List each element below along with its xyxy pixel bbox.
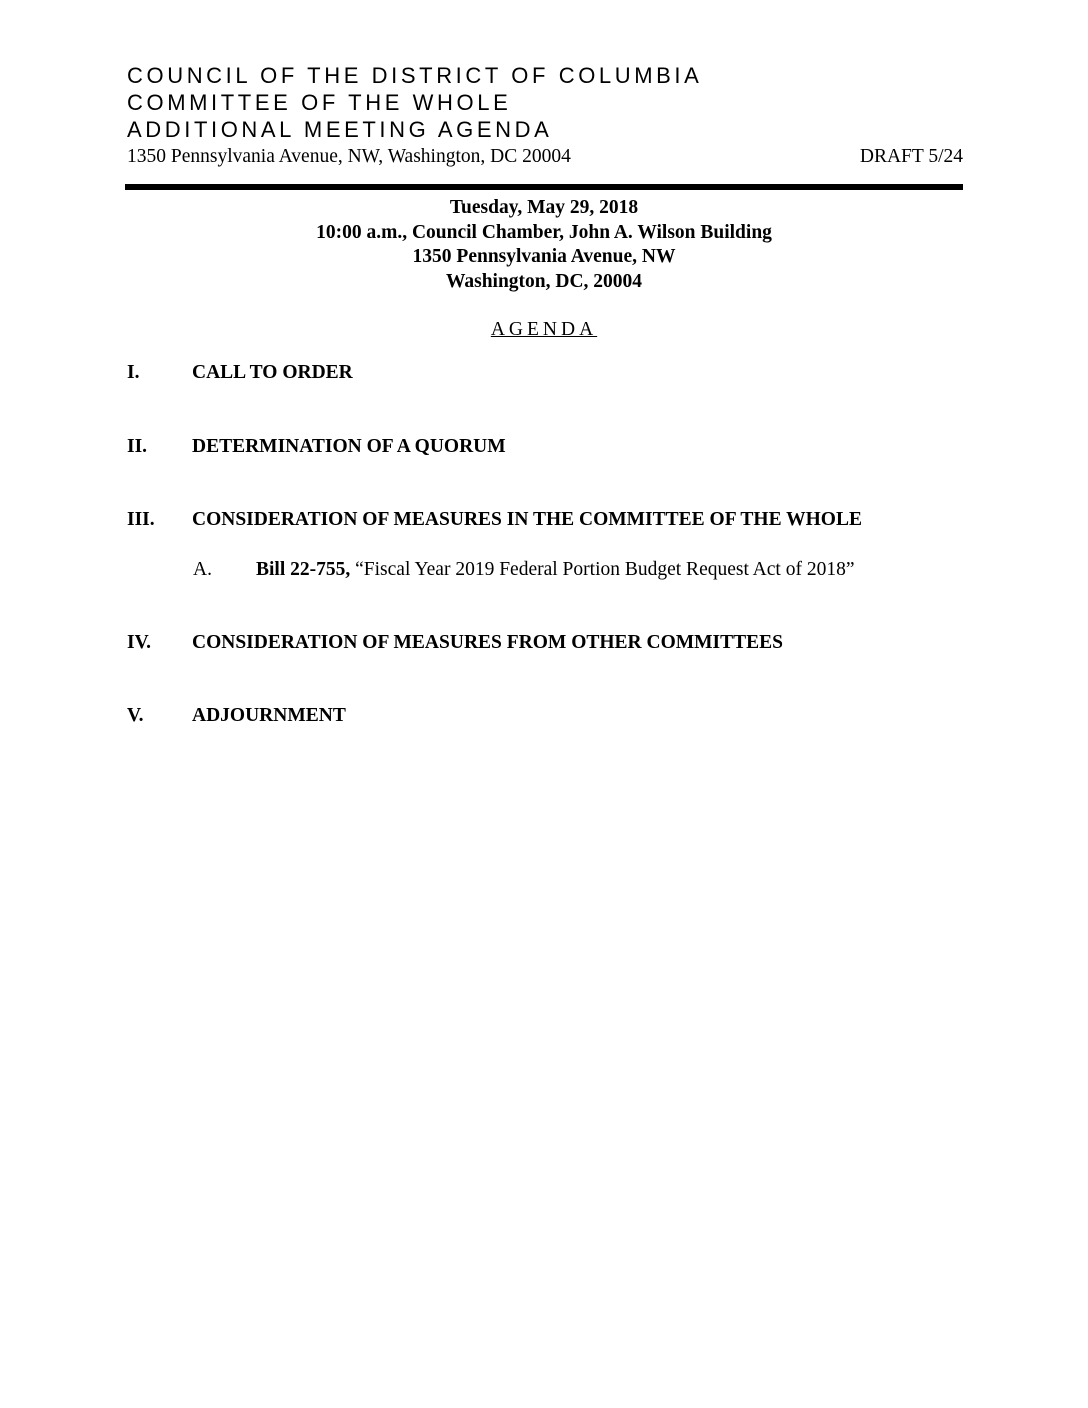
agenda-subitem-letter: A.	[193, 559, 212, 580]
agenda-item-number: III.	[127, 509, 155, 530]
agenda-item-title: ADJOURNMENT	[192, 705, 346, 726]
agenda-item-number: II.	[127, 436, 148, 457]
agenda-item-number: I.	[127, 362, 140, 383]
draft-label: DRAFT 5/24	[859, 146, 963, 167]
header-divider	[125, 184, 963, 190]
header-address: 1350 Pennsylvania Avenue, NW, Washington, DC 20004	[127, 146, 571, 167]
agenda-heading	[0, 318, 1088, 342]
agenda-subitem-text	[256, 558, 855, 582]
document-header	[127, 62, 963, 170]
bill-number: Bill 22-755,	[256, 559, 351, 580]
agenda-item-number: IV.	[127, 632, 152, 653]
header-title-line-council: COUNCIL OF THE DISTRICT OF COLUMBIA	[127, 63, 703, 88]
meeting-street: 1350 Pennsylvania Avenue, NW	[412, 246, 676, 267]
agenda-item-title: CONSIDERATION OF MEASURES IN THE COMMITTEE OF THE WHOLE	[192, 509, 862, 530]
meeting-date: Tuesday, May 29, 2018	[449, 197, 639, 218]
meeting-city: Washington, DC, 20004	[445, 270, 643, 292]
header-title-line-agenda: ADDITIONAL MEETING AGENDA	[127, 117, 553, 142]
agenda-item-title: CALL TO ORDER	[192, 362, 353, 383]
meeting-info	[0, 196, 1088, 294]
header-address-row	[127, 144, 963, 170]
agenda-heading-text: AGENDA	[490, 319, 598, 340]
agenda-item-title: CONSIDERATION OF MEASURES FROM OTHER COMMITTEES	[192, 632, 784, 653]
meeting-time-location: 10:00 a.m., Council Chamber, John A. Wilson Building	[316, 221, 772, 243]
agenda-item-title: DETERMINATION OF A QUORUM	[192, 436, 506, 457]
header-title-line-committee: COMMITTEE OF THE WHOLE	[127, 90, 512, 115]
bill-description: “Fiscal Year 2019 Federal Portion Budget Request Act of 2018”	[350, 559, 855, 580]
agenda-item-number: V.	[127, 705, 144, 726]
